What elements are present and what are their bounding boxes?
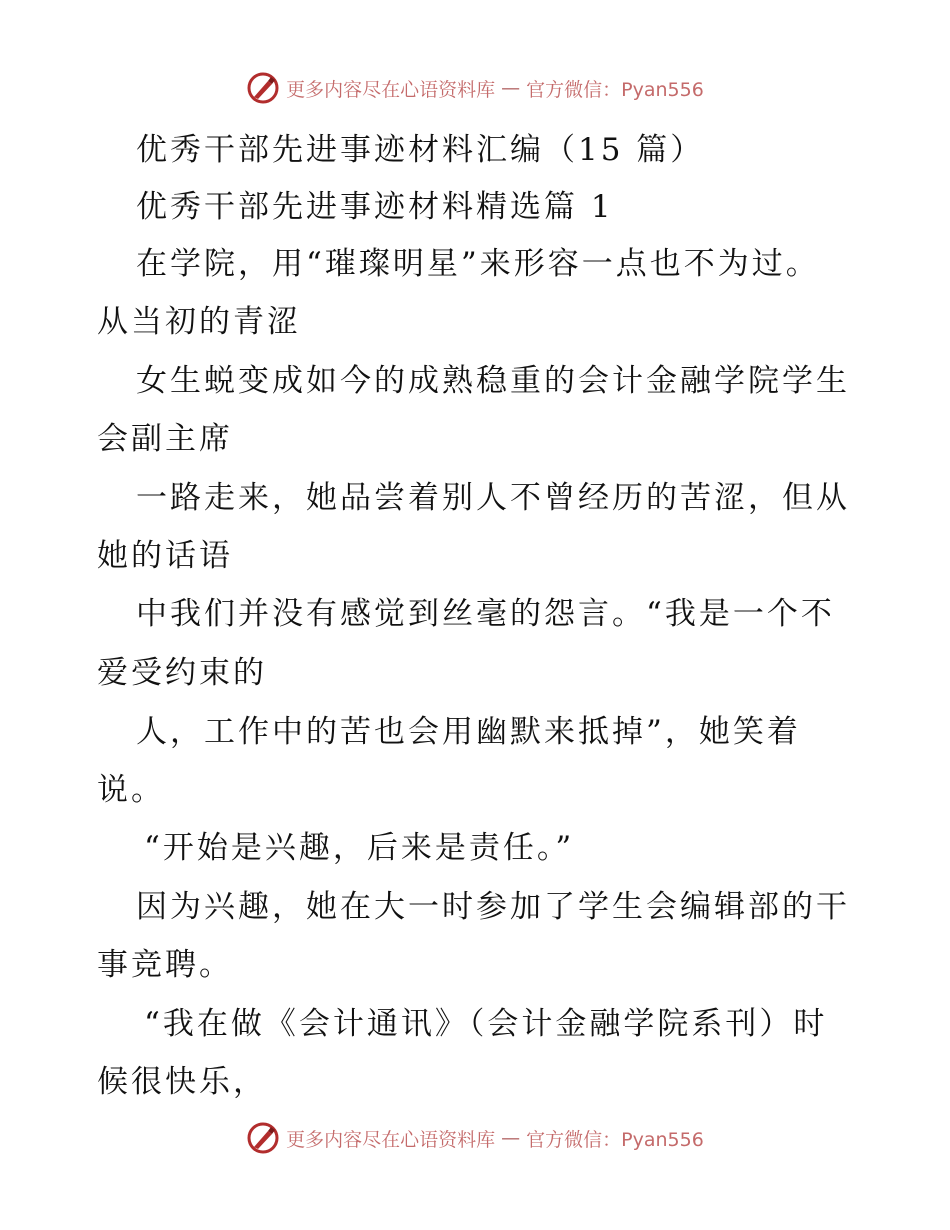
doc-title: 优秀干部先进事迹材料汇编（15 篇） (136, 132, 705, 168)
paragraph-line: 爱受约束的 (97, 655, 267, 691)
header-watermark-banner (0, 68, 950, 108)
paragraph-line: 中我们并没有感觉到丝毫的怨言。“我是一个不 (136, 596, 835, 632)
paragraph-line: 会副主席 (97, 421, 233, 457)
paragraph-line: 事竞聘。 (97, 947, 233, 983)
paragraph-line: 一路走来，她品尝着别人不曾经历的苦涩，但从 (136, 480, 850, 516)
banner-separator: — (501, 77, 521, 99)
paragraph-line: “开始是兴趣，后来是责任。” (144, 830, 575, 866)
banner-separator: — (501, 1127, 521, 1149)
paragraph-line: 说。 (97, 772, 165, 808)
paragraph-line: 因为兴趣，她在大一时参加了学生会编辑部的干 (136, 889, 850, 925)
banner-text: 更多内容尽在心语资料库 (286, 1128, 496, 1151)
paragraph-line: “我在做《会计通讯》（会计金融学院系刊）时 (144, 1006, 828, 1042)
footer-watermark-banner (0, 1118, 950, 1158)
paragraph-line: 在学院，用“璀璨明星”来形容一点也不为过。 (136, 246, 820, 282)
banner-wechat: 官方微信：Pyan556 (526, 78, 704, 101)
pen-logo-icon (246, 71, 280, 105)
paragraph-line: 她的话语 (97, 538, 233, 574)
paragraph-line: 女生蜕变成如今的成熟稳重的会计金融学院学生 (136, 363, 850, 399)
pen-logo-icon (246, 1121, 280, 1155)
banner-text: 更多内容尽在心语资料库 (286, 78, 496, 101)
paragraph-line: 从当初的青涩 (97, 304, 301, 340)
doc-subtitle: 优秀干部先进事迹材料精选篇 1 (136, 189, 614, 225)
paragraph-line: 候很快乐， (97, 1064, 267, 1100)
paragraph-line: 人，工作中的苦也会用幽默来抵掉”，她笑着 (136, 714, 801, 750)
banner-wechat: 官方微信：Pyan556 (526, 1128, 704, 1151)
